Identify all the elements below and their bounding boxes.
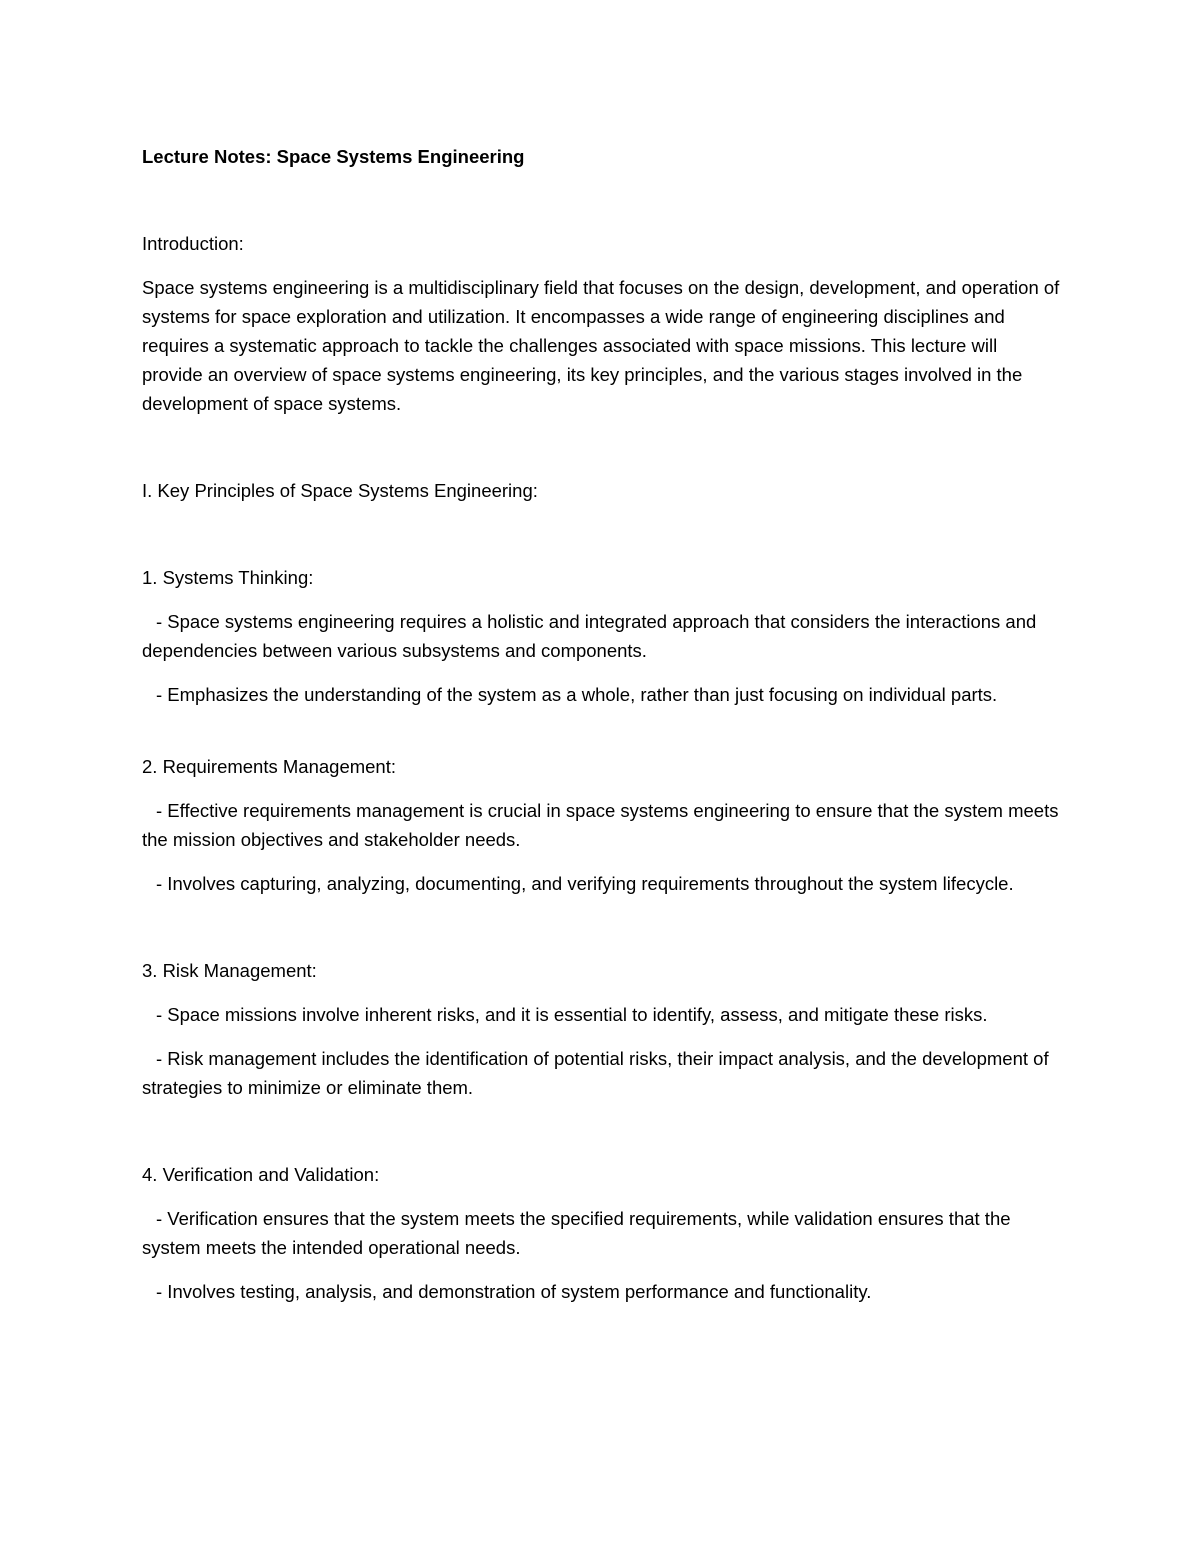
bullet-point: [142, 607, 1062, 665]
bullet-point: [142, 1000, 1062, 1029]
bullet-text: - Verification ensures that the system meets the specified requirements, while validation ensures that the system meets the intended operational needs.: [142, 1208, 1011, 1258]
introduction-paragraph: Space systems engineering is a multidisciplinary field that focuses on the design, development, and operation of systems for space exploration and utilization. It encompasses a wide range of engineering disciplines and requires a systematic approach to tackle the challenges associated with space missions. This lecture will provide an overview of space systems engineering, its key principles, and the various stages involved in the development of space systems.: [142, 277, 1060, 414]
bullet-text: - Risk management includes the identification of potential risks, their impact analysis, and the development of strategies to minimize or eliminate them.: [142, 1048, 1049, 1098]
bullet-point: [142, 1204, 1062, 1262]
bullet-point: [142, 1044, 1062, 1102]
bullet-point: [142, 1277, 1062, 1306]
document-body: [142, 142, 1062, 1306]
bullet-text: - Space systems engineering requires a holistic and integrated approach that considers the interactions and dependencies between various subsystems and components.: [142, 611, 1037, 661]
item-heading-verification-validation: 4. Verification and Validation:: [142, 1164, 380, 1185]
bullet-text: - Space missions involve inherent risks, and it is essential to identify, assess, and mitigate these risks.: [156, 1004, 988, 1025]
bullet-text: - Effective requirements management is crucial in space systems engineering to ensure that the system meets the mission objectives and stakeholder needs.: [142, 800, 1059, 850]
document-title: Lecture Notes: Space Systems Engineering: [142, 146, 525, 167]
bullet-point: [142, 680, 1062, 709]
bullet-text: - Involves capturing, analyzing, documenting, and verifying requirements throughout the system lifecycle.: [156, 873, 1014, 894]
bullet-point: [142, 869, 1062, 898]
bullet-text: - Involves testing, analysis, and demonstration of system performance and functionality.: [156, 1281, 872, 1302]
item-heading-systems-thinking: 1. Systems Thinking:: [142, 567, 314, 588]
introduction-heading: Introduction:: [142, 233, 244, 254]
section-heading-key-principles: I. Key Principles of Space Systems Engineering:: [142, 480, 538, 501]
bullet-point: [142, 796, 1062, 854]
item-heading-requirements-management: 2. Requirements Management:: [142, 756, 396, 777]
bullet-text: - Emphasizes the understanding of the system as a whole, rather than just focusing on individual parts.: [156, 684, 998, 705]
item-heading-risk-management: 3. Risk Management:: [142, 960, 317, 981]
